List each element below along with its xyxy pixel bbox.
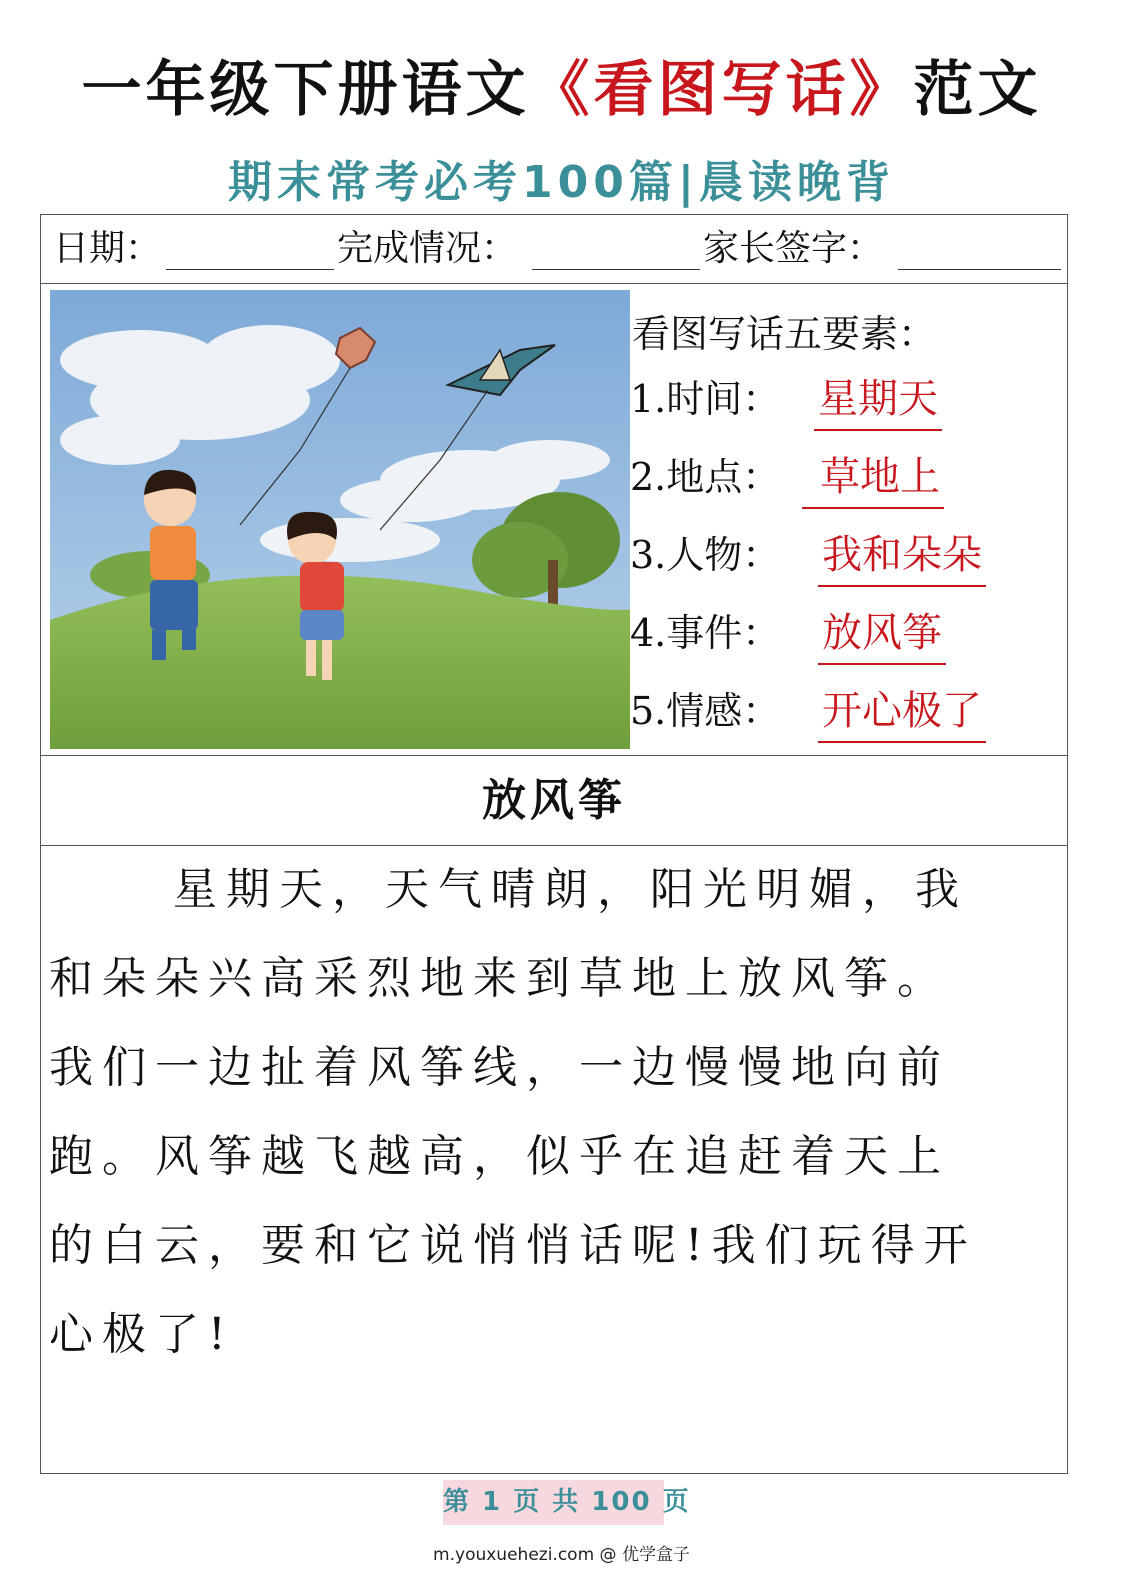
title-highlight: 《看图写话》 — [529, 55, 914, 125]
title-left: 一年级下册语文 — [81, 55, 530, 125]
completion-blank[interactable] — [532, 269, 700, 270]
essay-line: 跑。风筝越飞越高，似乎在追赶着天上 — [49, 1131, 950, 1182]
element-row-people — [630, 525, 1067, 585]
date-label: 日期： — [53, 228, 162, 269]
element-key: 2.地点： — [630, 455, 781, 499]
essay-line: 和朵朵兴高采烈地来到草地上放风筝。 — [49, 953, 950, 1004]
essay-line: 我们一边扯着风筝线，一边慢慢地向前 — [49, 1042, 950, 1093]
element-key: 4.事件： — [630, 611, 781, 655]
signature-blank[interactable] — [898, 269, 1061, 270]
element-value: 开心极了 — [818, 681, 986, 743]
title-right: 范文 — [913, 55, 1042, 125]
five-elements-panel — [630, 283, 1067, 755]
kite-illustration — [50, 290, 630, 749]
essay-line: 星期天，天气晴朗，阳光明媚，我 — [173, 864, 968, 915]
element-key: 5.情感： — [630, 689, 781, 733]
element-key: 1.时间： — [630, 377, 781, 421]
five-elements-heading: 看图写话五要素： — [632, 312, 937, 356]
date-blank[interactable] — [166, 269, 334, 270]
element-value: 星期天 — [814, 369, 942, 431]
divider — [41, 755, 1067, 756]
signature-label: 家长签字： — [703, 228, 884, 269]
completion-label: 完成情况： — [337, 228, 518, 269]
page-indicator: 第 1 页 共 100 页 — [443, 1480, 664, 1525]
element-value: 放风筝 — [818, 603, 946, 665]
element-row-event — [630, 603, 1067, 663]
worksheet-frame — [40, 214, 1068, 1474]
page-subtitle: 期末常考必考100篇|晨读晚背 — [228, 157, 895, 208]
element-key: 3.人物： — [630, 533, 781, 577]
essay-body — [49, 845, 1059, 1379]
footer-credit: m.youxuehezi.com @ 优学盒子 — [433, 1545, 690, 1565]
essay-line: 心极了! — [49, 1309, 235, 1360]
element-row-time — [630, 369, 1067, 429]
element-row-feeling — [630, 681, 1067, 741]
meta-row — [41, 215, 1067, 283]
element-value: 草地上 — [802, 447, 944, 509]
essay-line: 的白云，要和它说悄悄话呢!我们玩得开 — [49, 1220, 977, 1271]
essay-title: 放风筝 — [482, 775, 626, 826]
element-value: 我和朵朵 — [818, 525, 986, 587]
page-title — [0, 42, 1123, 128]
kite-scene-image — [50, 290, 630, 749]
element-row-place — [630, 447, 1067, 507]
